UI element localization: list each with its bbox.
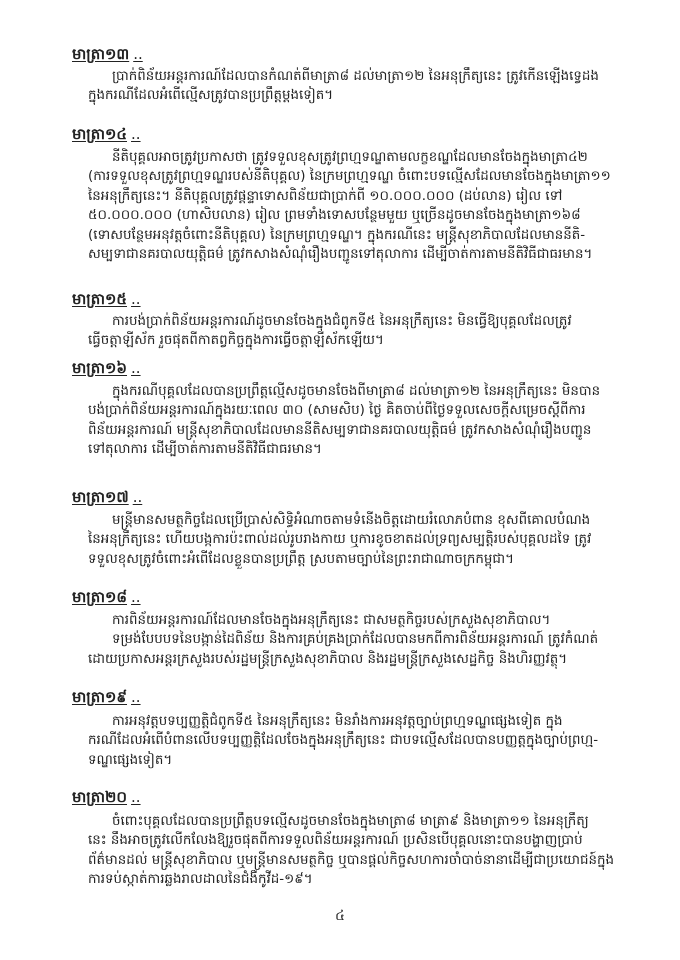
article-17-title: មាត្រា១៧ [72,488,129,506]
text-line: នីតិបុគ្គលអាចត្រូវប្រកាសថា ត្រូវទទួលខុសត្រូវព្រហ្មទណ្ឌតាមលក្ខខណ្ឌដែលមានចែងក្នុងមាត្រា៤២ [112,150,588,165]
article-20-heading: មាត្រា២០ .. [72,788,141,806]
text-line: ចំពោះបុគ្គលដែលបានប្រព្រឹត្តបទល្មើសដូចមានចែងក្នុងមាត្រា៨ មាត្រា៩ និងមាត្រា១១ នៃអនុក្រឹត្យ [112,814,589,829]
article-13-text [88,67,652,106]
text-line: ទៅតុលាការ ដើម្បីចាត់ការតាមនីតិវិធីជាធរមាន។ [88,442,322,458]
page-number: ៤ [335,908,345,924]
article-18-text [88,611,652,669]
article-14-heading: មាត្រា១៤ .. [72,125,141,143]
text-line: មន្ត្រីមានសមត្ថកិច្ចដែលប្រើប្រាស់សិទ្ធិអំណាចតាមទំនើងចិត្តដោយរំលោភបំពាន ខុសពីគោលបំណង [112,513,591,528]
text-line: សម្បទាជានគរបាលយុត្តិធម៌ ត្រូវកសាងសំណុំរឿងបញ្ជូនទៅតុលាការ ដើម្បីចាត់ការតាមនីតិវិធីជាធរមាន។ [88,247,593,263]
text-line: ធ្វើចត្តាឡីស័ក រួចផុតពីកាតព្វកិច្ចក្នុងការធ្វើចត្តាឡីស័កឡើយ។ [88,333,384,349]
article-20-text [88,812,652,890]
article-15-heading: មាត្រា១៥ .. [72,290,141,308]
article-16-title: មាត្រា១៦ [72,359,128,377]
article-19-title: មាត្រា១៩ [72,688,128,706]
text-line: (ការទទួលខុសត្រូវព្រហ្មទណ្ឌរបស់នីតិបុគ្គល) នៃក្រមព្រហ្មទណ្ឌ ចំពោះបទល្មើសដែលមានចែងក្នុងមាត្រា១១ [88,169,611,185]
text-line: ទម្រង់បែបបទនៃបង្កាន់ដៃពិន័យ និងការគ្រប់គ្រងប្រាក់ដែលបានមកពីការពិន័យអន្តរការណ៍ ត្រូវកំណត់ [112,632,599,648]
text-line: ករណីដែលអំពើបំពានលើបទប្បញ្ញត្តិដែលចែងក្នុងអនុក្រឹត្យនេះ ជាបទល្មើសដែលបានបញ្ញត្តក្នុងច្បាប់ព្រហ្ម- [88,733,599,749]
text-line: ៥០.០០០.០០០ (ហាសិបលាន) រៀល ព្រមទាំងទោសបន្ថែមមួយ ឬច្រើនដូចមានចែងក្នុងមាត្រា១៦៨ [88,208,581,224]
article-15-title: មាត្រា១៥ [72,290,128,308]
text-line: នេះ នឹងអាចត្រូវលើកលែងឱ្យរួចផុតពីការទទួលពិន័យអន្តរការណ៍ ប្រសិនបើបុគ្គលនោះបានបង្ហាញប្រាប់ [88,833,583,849]
text-line: ក្នុងករណីបុគ្គលដែលបានប្រព្រឹត្តល្មើសដូចមានចែងពីមាត្រា៨ ដល់មាត្រា១២ នៃអនុក្រឹត្យនេះ មិនបាន [112,384,601,399]
text-line: ទទួលខុសត្រូវចំពោះអំពើដែលខ្លួនបានប្រព្រឹត្ត ស្របតាមច្បាប់នៃព្រះរាជាណាចក្រកម្ពុជា។ [88,551,514,567]
text-line: ប្រាក់ពិន័យអន្តរការណ៍ដែលបានកំណត់ពីមាត្រា៨ ដល់មាត្រា១២ នៃអនុក្រឹត្យនេះ ត្រូវកើនឡើងទ្វេដង [112,69,599,84]
article-14-title: មាត្រា១៤ [72,125,128,143]
text-line: នៃអនុក្រឹត្យនេះ ហើយបង្កការប៉ះពាល់ដល់រូបរាងកាយ ឬការខូចខាតដល់ទ្រព្យសម្បត្តិរបស់បុគ្គលដទៃ ត្រូវ [88,532,592,548]
text-line: (ទោសបន្ថែមអនុវត្តចំពោះនីតិបុគ្គល) នៃក្រមព្រហ្មទណ្ឌ។ ក្នុងករណីនេះ មន្ត្រីសុខាភិបាលដែលមាននីតិ- [88,227,586,243]
text-line: ដោយប្រកាសអន្តរក្រសួងរបស់រដ្ឋមន្ត្រីក្រសួងសុខាភិបាល និងរដ្ឋមន្ត្រីក្រសួងសេដ្ឋកិច្ច និងហិរញ្ញវត្ថុ។ [88,651,568,667]
article-20-title: មាត្រា២០ [72,788,128,806]
article-17-text [88,511,652,569]
text-line: ការពិន័យអន្តរការណ៍ដែលមានចែងក្នុងអនុក្រឹត្យនេះ ជាសមត្ថកិច្ចរបស់ក្រសួងសុខាភិបាល។ [112,613,551,628]
article-19-text [88,712,652,770]
article-18-heading: មាត្រា១៨ .. [72,588,141,606]
text-line: ការបង់ប្រាក់ពិន័យអន្តរការណ៍ដូចមានចែងក្នុងជំពូកទី៥ នៃអនុក្រឹត្យនេះ មិនធ្វើឱ្យបុគ្គលដែលត្រូវ [112,314,572,329]
article-16-heading: មាត្រា១៦ .. [72,359,141,377]
text-line: ក្នុងករណីដែលអំពើល្មើសត្រូវបានប្រព្រឹត្តម្តងទៀត។ [88,88,334,104]
article-19-heading: មាត្រា១៩ .. [72,688,141,706]
text-line: ព័ត៌មានដល់ មន្ត្រីសុខាភិបាល ឬមន្ត្រីមានសមត្ថកិច្ច ឬបានផ្តល់កិច្ចសហការចាំបាច់នានាដើម្បីជាប្រយោជន៍ក្នុង [88,852,614,868]
text-line: ការអនុវត្តបទប្បញ្ញត្តិជំពូកទី៥ នៃអនុក្រឹត្យនេះ មិនរាំងការអនុវត្តច្បាប់ព្រហ្មទណ្ឌផ្សេងទៀត ក្នុង [112,714,563,729]
text-line: ពិន័យអន្តរការណ៍ មន្ត្រីសុខាភិបាលដែលមាននីតិសម្បទាជានគរបាលយុត្តិធម៌ ត្រូវកសាងសំណុំរឿងបញ្ជូន [88,422,592,438]
article-13-heading: មាត្រា១៣ .. [72,45,143,63]
article-15-text [88,312,652,351]
text-line: ទណ្ឌផ្សេងទៀត។ [88,752,173,768]
text-line: នៃអនុក្រឹត្យនេះ។ នីតិបុគ្គលត្រូវផ្តន្ទាទោសពិន័យជាប្រាក់ពី ១០.០០០.០០០ (ដប់លាន) រៀល ទៅ [88,188,563,204]
article-14-text [88,148,652,264]
article-17-heading: មាត្រា១៧ .. [72,488,143,506]
text-line: បង់ប្រាក់ពិន័យអន្តរការណ៍ក្នុងរយៈពេល ៣០ (សាមសិប) ថ្ងៃ គិតចាប់ពីថ្ងៃទទួលសេចក្តីសម្រេចស្តីពីការ [88,403,586,419]
text-line: ការទប់ស្កាត់ការឆ្លងរាលដាលនៃជំងឺកូវីដ-១៩។ [88,872,313,888]
article-18-title: មាត្រា១៨ [72,588,128,606]
article-16-text [88,382,652,460]
article-13-title: មាត្រា១៣ [72,45,130,63]
